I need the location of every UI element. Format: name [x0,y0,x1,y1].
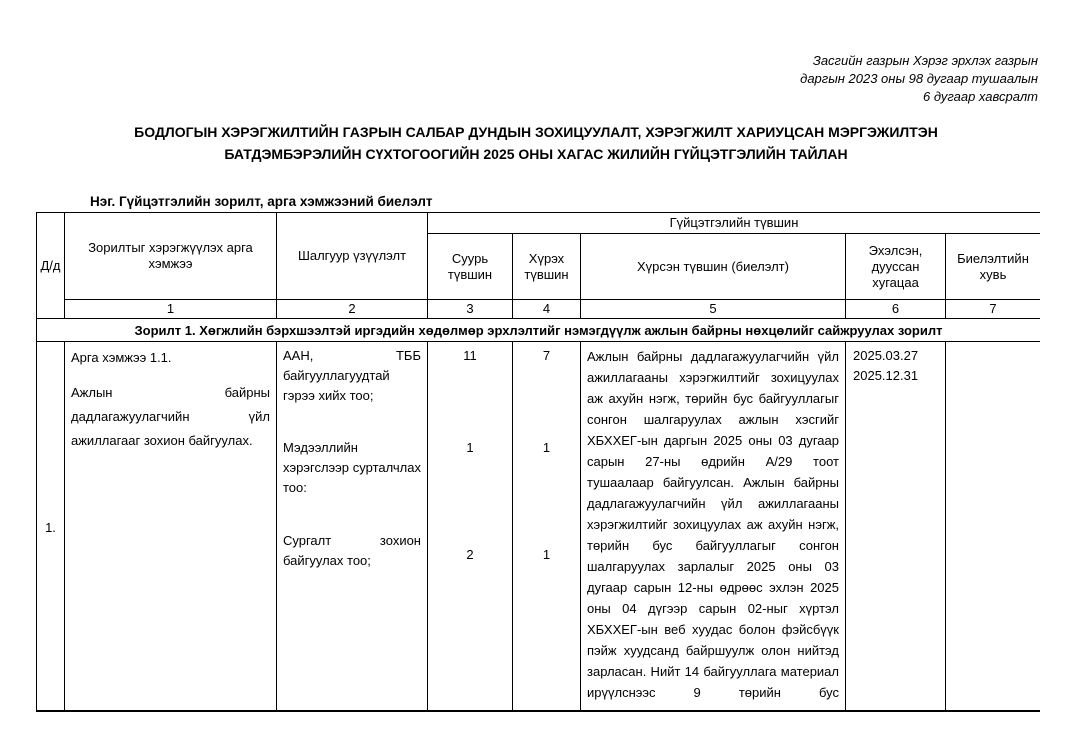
page-title-line-1: БОДЛОГЫН ХЭРЭГЖИЛТИЙН ГАЗРЫН САЛБАР ДУНДЫН ЗОХИЦУУЛАЛТ, ХЭРЭГЖИЛТ ХАРИУЦСАН МЭРГЭЖИЛТЭН [134,124,938,140]
percent-cell [946,342,1041,713]
period-end-date: 2025.12.31 [853,368,919,383]
page-title [0,121,1072,165]
header-cell-criteria: Шалгуур үзүүлэлт [277,213,428,300]
report-table [36,212,1040,712]
header-cell-base-level: Суурь түвшин [428,234,513,300]
column-number-3: 3 [428,300,513,319]
header-cell-achieved-level: Хүрсэн түвшин (биелэлт) [581,234,846,300]
criteria-item-1: ААН, ТББ байгууллагуудтай гэрээ хийх тоо; [283,348,421,403]
header-cell-measure: Зорилтыг хэрэгжүүлэх арга хэмжээ [65,213,277,300]
column-number-6: 6 [846,300,946,319]
period-cell [846,342,946,713]
target-value-1: 7 [542,348,551,363]
column-number-2: 2 [277,300,428,319]
target-level-cell [513,342,581,713]
column-number-5: 5 [581,300,846,319]
column-number-4: 4 [513,300,581,319]
measure-title: Арга хэмжээ 1.1. [71,350,172,365]
measure-cell [65,342,277,713]
column-number-7: 7 [946,300,1041,319]
goal-row: Зорилт 1. Хөгжлийн бэрхшээлтэй иргэдийн хөдөлмөр эрхлэлтийг нэмэгдүүлж ажлын байрны нөхцөлийг сайжруулах зорилт [37,319,1041,342]
achieved-level-cell [581,342,846,713]
criteria-item-3: Сургалт зохион байгуулах тоо; [283,533,421,568]
report-table-container [36,212,1040,712]
measure-body: Ажлын байрны дадлагажуулагчийн үйл ажиллагааг зохион байгуулах. [71,385,270,448]
page-title-line-2: БАТДЭМБЭРЭЛИЙН СҮХТОГООГИЙН 2025 ОНЫ ХАГАС ЖИЛИЙН ГҮЙЦЭТГЭЛИЙН ТАЙЛАН [224,146,848,162]
decree-annotation [800,52,1038,106]
column-number-1: 1 [65,300,277,319]
criteria-item-2: Мэдээллийн хэрэгслээр сурталчлах тоо: [283,440,421,495]
period-start-date: 2025.03.27 [853,348,919,363]
base-level-cell [428,342,513,713]
base-value-2: 1 [466,440,474,455]
annotation-line: даргын 2023 оны 98 дугаар тушаалын [800,71,1038,86]
section-heading: Нэг. Гүйцэтгэлийн зорилт, арга хэмжээний биелэлт [90,194,433,209]
annotation-line: Засгийн газрын Хэрэг эрхлэх газрын [812,53,1038,68]
header-cell-target-level: Хүрэх түвшин [513,234,581,300]
annotation-line: 6 дугаар хавсралт [922,89,1038,104]
header-cell-period: Эхэлсэн, дууссан хугацаа [846,234,946,300]
header-cell-percent: Биелэлтийн хувь [946,234,1041,300]
base-value-3: 2 [466,547,474,562]
criteria-cell [277,342,428,713]
achieved-text: Ажлын байрны дадлагажуулагчийн үйл ажиллагааны хэрэгжилтийг зохицуулах аж ахуйн нэгж, төрийн бус байгууллагыг сонгон шалгаруулах ажлын хэсгийг ХБХХЕГ-ын даргын 2025 оны 03 дугаар сарын 27-ны өдрийн А/29 тоот тушаалаар байгуулсан. Ажлын байрны дадлагажуулагчийн үйл ажиллагааны хэрэгжилтийг зохицуулах аж ахуйн нэгж, төрийн бус байгууллагыг сонгон шалгаруулах зарлалыг 2025 оны 03 дугаар сарын 12-ны өдрөөс эхлэн 2025 оны 04 дүгээр сарын 02-ныг хүртэл ХБХХЕГ-ын веб хуудас болон фэйсбүүк пэйж хуудсанд байршуулж олон нийтэд зарласан. Нийт 14 байгууллага материал ирүүлснээс 9 төрийн бус [587,349,839,700]
header-cell-dd: Д/д [37,213,65,319]
header-cell-performance-level: Гүйцэтгэлийн түвшин [428,213,1041,234]
target-value-3: 1 [542,547,551,562]
row-number-cell: 1. [37,342,65,713]
target-value-2: 1 [542,440,551,455]
base-value-1: 11 [463,348,477,363]
